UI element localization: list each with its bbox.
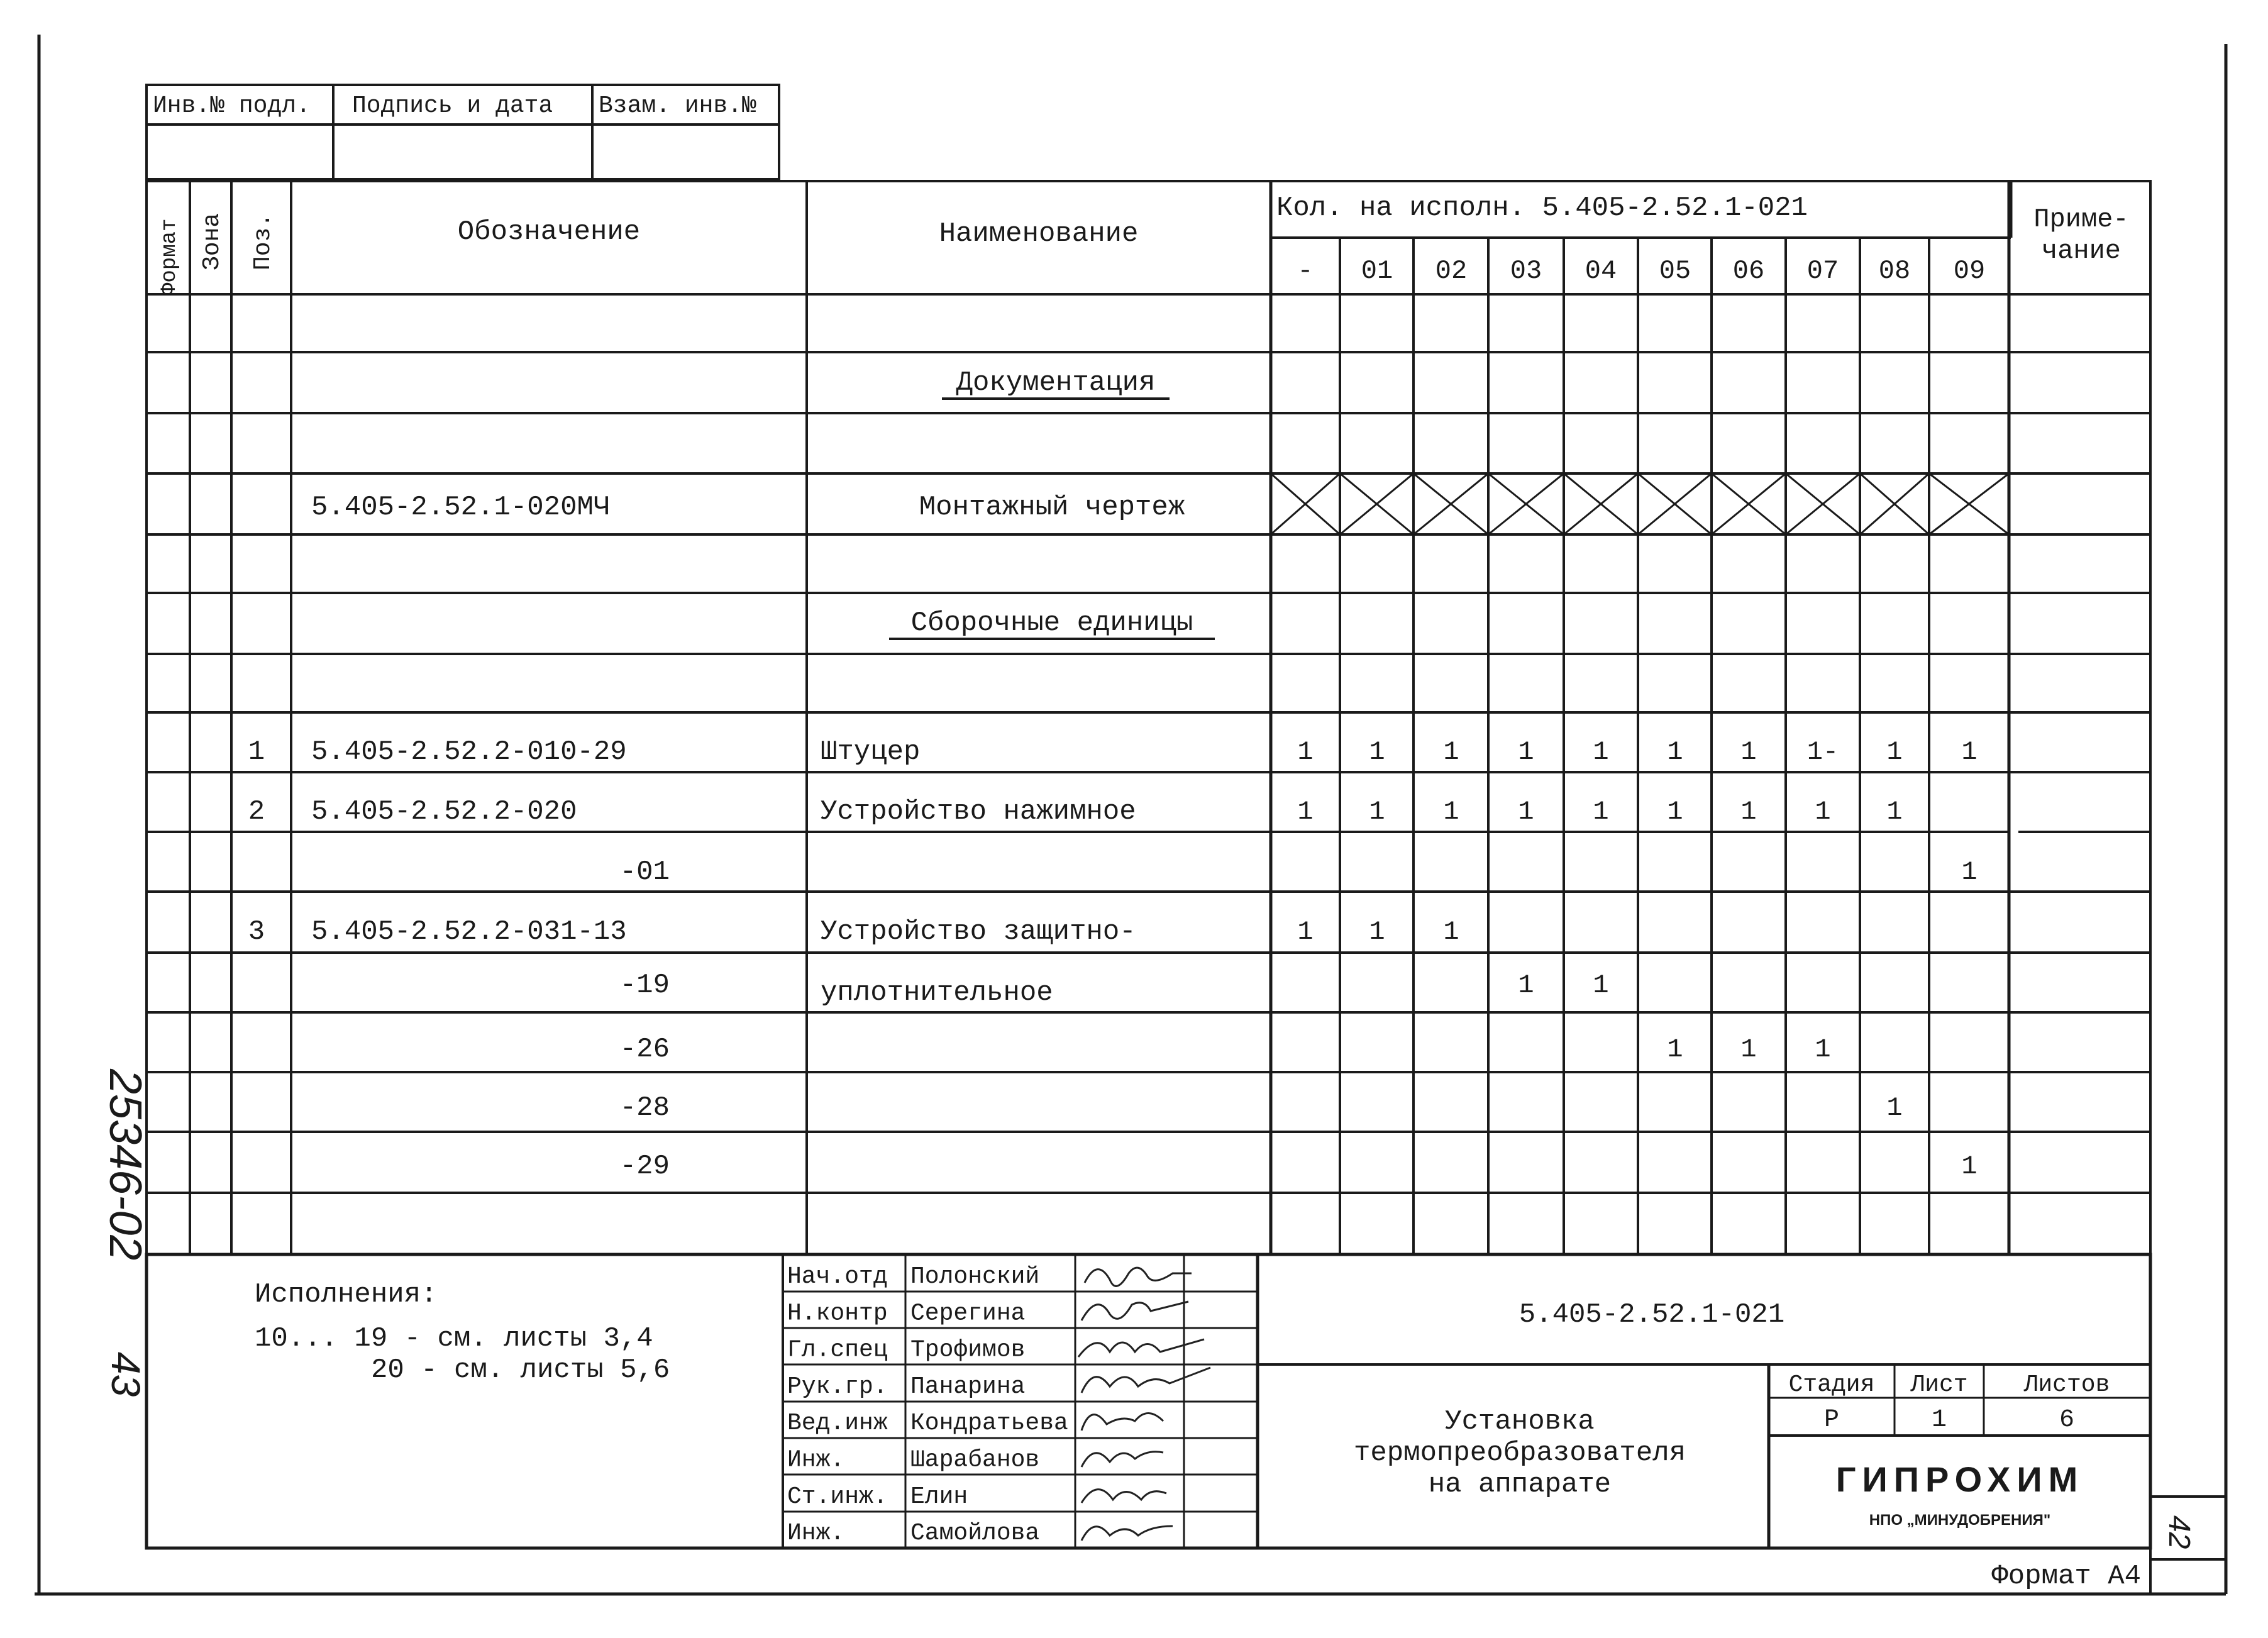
row-oboznachenie: 5.405-2.52.2-020 <box>311 796 577 827</box>
signature-role: Вед.инж <box>787 1410 888 1437</box>
row-qty: 1 <box>1369 917 1385 947</box>
row-qty: 1 <box>1667 737 1683 767</box>
row-qty: 1 <box>1593 797 1609 827</box>
handwritten-signatures <box>1078 1268 1210 1541</box>
exec-header-5: 05 <box>1659 256 1691 286</box>
row-oboznachenie: 5.405-2.52.1-020МЧ <box>311 492 611 523</box>
signature-name: Полонский <box>910 1263 1040 1290</box>
stadia-label: Стадия <box>1788 1371 1875 1398</box>
row-qty: 1 <box>1443 737 1459 767</box>
row-qty: 1 <box>1369 797 1385 827</box>
list-value: 1 <box>1931 1406 1947 1434</box>
row-qty: 1 <box>1961 857 1978 887</box>
section-documentation: Документация <box>956 367 1156 399</box>
row-oboznachenie: 5.405-2.52.2-031-13 <box>311 916 627 948</box>
margin-number-42: 42 <box>2162 1515 2196 1549</box>
org-name: ГИПРОХИМ <box>1835 1459 2084 1499</box>
podpis-data-label: Подпись и дата <box>352 92 553 119</box>
row-oboznachenie: -26 <box>619 1034 670 1065</box>
signature-name: Шарабанов <box>910 1446 1040 1474</box>
signature-role: Нач.отд <box>787 1263 888 1290</box>
title-line-1: Установка <box>1445 1406 1595 1437</box>
header-naimenovanie: Наименование <box>939 218 1139 250</box>
row-oboznachenie: -28 <box>619 1092 670 1124</box>
row-qty: 1 <box>1815 797 1831 827</box>
title-line-2: термопреобразователя <box>1353 1437 1686 1469</box>
exec-header-2: 02 <box>1435 256 1468 286</box>
signature-name: Серегина <box>910 1300 1026 1327</box>
format-label: Формат А4 <box>1991 1561 2141 1592</box>
notes-line-2: 20 - см. листы 5,6 <box>371 1354 670 1386</box>
header-oboznachenie: Обозначение <box>457 216 641 248</box>
row-qty: 1 <box>1593 737 1609 767</box>
signature-name: Елин <box>910 1483 968 1510</box>
header-kol: Кол. на исполн. 5.405-2.52.1-021 <box>1276 192 1808 224</box>
row-oboznachenie: 5.405-2.52.2-010-29 <box>311 736 627 768</box>
row-qty: 1 <box>1886 1093 1903 1123</box>
signature-name: Панарина <box>910 1373 1026 1400</box>
execution-headers <box>1297 256 1985 286</box>
row-qty: 1- <box>1806 737 1839 767</box>
signature-name: Самойлова <box>910 1520 1040 1547</box>
row-qty: 1 <box>1667 1034 1683 1065</box>
signature-role: Ст.инж. <box>787 1483 888 1510</box>
row-oboznachenie: -19 <box>619 970 670 1001</box>
row-qty: 1 <box>1886 737 1903 767</box>
exec-header-0: - <box>1297 256 1314 286</box>
exec-header-8: 08 <box>1878 256 1911 286</box>
row-qty: 1 <box>1740 1034 1757 1065</box>
signature-role: Рук.гр. <box>787 1373 888 1400</box>
listov-label: Листов <box>2023 1371 2110 1398</box>
section-assemblies: Сборочные единицы <box>910 607 1193 639</box>
row-naimenovanie: Устройство защитно- <box>821 916 1136 948</box>
row-qty: 1 <box>1369 737 1385 767</box>
row-qty: 1 <box>1886 797 1903 827</box>
exec-header-9: 09 <box>1953 256 1986 286</box>
signature-role: Инж. <box>787 1520 845 1547</box>
listov-value: 6 <box>2059 1406 2075 1434</box>
inv-podl-label: Инв.№ подл. <box>153 92 311 119</box>
row-naimenovanie: Устройство нажимное <box>821 796 1136 827</box>
row-qty: 1 <box>1518 970 1534 1000</box>
signature-role: Инж. <box>787 1446 845 1474</box>
vzam-inv-label: Взам. инв.№ <box>599 92 756 119</box>
doc-code: 5.405-2.52.1-021 <box>1518 1299 1785 1331</box>
row-qty: 1 <box>1443 917 1459 947</box>
row-poz: 2 <box>248 796 265 827</box>
exec-header-1: 01 <box>1361 256 1393 286</box>
header-prim-1: Приме- <box>2033 204 2129 235</box>
exec-header-4: 04 <box>1585 256 1617 286</box>
row-qty: 1 <box>1961 737 1978 767</box>
org-subtitle: НПО „МИНУДОБРЕНИЯ" <box>1869 1512 2051 1529</box>
exec-header-6: 06 <box>1732 256 1765 286</box>
row-qty: 1 <box>1297 737 1314 767</box>
signature-role: Н.контр <box>787 1300 888 1327</box>
header-format: Формат <box>158 218 182 296</box>
archive-number: 25346-02 <box>100 1069 150 1261</box>
signature-rows <box>787 1263 1068 1547</box>
spec-rows <box>248 492 1978 1182</box>
header-zona: Зона <box>199 213 226 270</box>
list-label: Лист <box>1910 1371 1968 1398</box>
row-qty: 1 <box>1740 737 1757 767</box>
row-qty: 1 <box>1297 797 1314 827</box>
row-qty: 1 <box>1593 970 1609 1000</box>
row-qty: 1 <box>1443 797 1459 827</box>
header-prim-2: чание <box>2041 236 2121 266</box>
row-qty: 1 <box>1297 917 1314 947</box>
row-qty: 1 <box>1518 797 1534 827</box>
signature-name: Трофимов <box>910 1336 1026 1364</box>
row-naimenovanie: уплотнительное <box>821 977 1053 1009</box>
row-poz: 3 <box>248 916 265 948</box>
notes-title: Исполнения: <box>255 1279 438 1310</box>
row-qty: 1 <box>1961 1151 1978 1181</box>
row-qty: 1 <box>1667 797 1683 827</box>
row-naimenovanie: Монтажный чертеж <box>919 492 1185 523</box>
spec-table-grid <box>147 181 2150 1254</box>
header-poz: Поз. <box>250 213 277 270</box>
signature-name: Кондратьева <box>910 1410 1068 1437</box>
row-oboznachenie: -01 <box>619 856 670 888</box>
row-naimenovanie: Штуцер <box>821 736 921 768</box>
exec-header-7: 07 <box>1806 256 1839 286</box>
row-qty: 1 <box>1815 1034 1831 1065</box>
title-line-3: на аппарате <box>1428 1469 1612 1500</box>
row-qty: 1 <box>1740 797 1757 827</box>
notes-line-1: 10... 19 - см. листы 3,4 <box>255 1323 653 1354</box>
stadia-value: Р <box>1823 1406 1840 1434</box>
margin-number-43: 43 <box>103 1352 148 1397</box>
row-poz: 1 <box>248 736 265 768</box>
row-oboznachenie: -29 <box>619 1151 670 1182</box>
exec-header-3: 03 <box>1510 256 1542 286</box>
not-applicable-crosses <box>1271 473 2009 534</box>
row-qty: 1 <box>1518 737 1534 767</box>
signature-role: Гл.спец <box>787 1336 888 1364</box>
